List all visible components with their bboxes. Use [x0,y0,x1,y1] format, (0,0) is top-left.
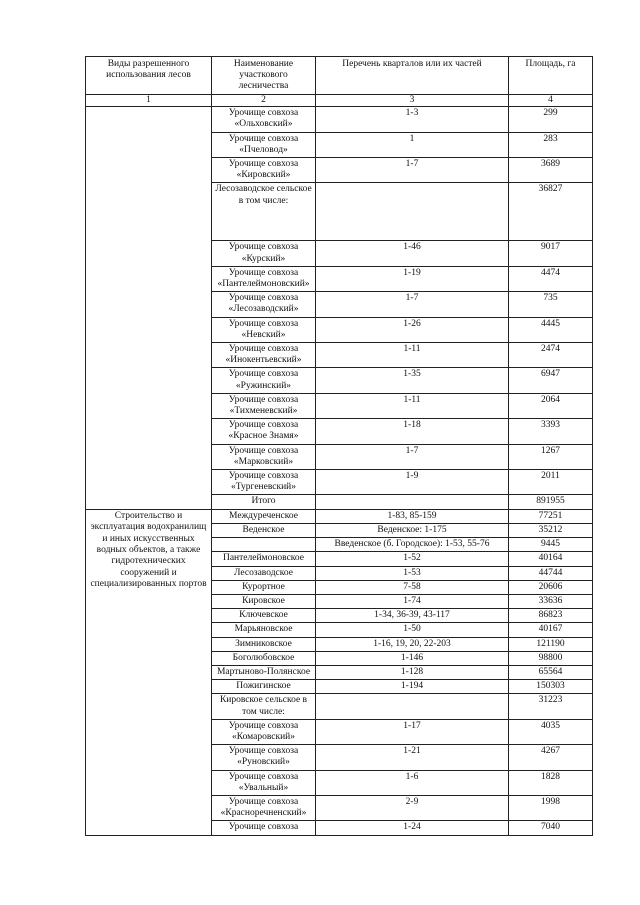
area-value: 1998 [509,795,593,820]
area-value: 3393 [509,419,593,444]
forestry-name: Урочище совхоза «Кировский» [212,158,316,183]
forestry-name: Лесозаводское [212,566,316,580]
forestry-name: Урочище совхоза «Увальный» [212,770,316,795]
quarters-list: 1-3 [316,107,509,132]
area-value: 31223 [509,694,593,719]
col-number-4: 4 [509,95,593,107]
header-quarters: Перечень кварталов или их частей [316,57,509,95]
col-number-3: 3 [316,95,509,107]
quarters-list: 1 [316,132,509,157]
forest-use-table [85,56,593,836]
quarters-list: 1-74 [316,594,509,608]
area-value: 7040 [509,821,593,835]
table-row [86,509,593,523]
quarters-list: 1-7 [316,292,509,317]
forestry-name: Кировское сельское в том числе: [212,694,316,719]
area-value: 20606 [509,580,593,594]
forestry-name: Пожигинское [212,680,316,694]
area-value: 2064 [509,393,593,418]
forestry-name: Мартыново-Полянское [212,665,316,679]
area-value: 150303 [509,680,593,694]
forestry-name: Зимниковское [212,637,316,651]
forestry-name: Урочище совхоза «Лесозаводский» [212,292,316,317]
forestry-name: Урочище совхоза «Инокентьевский» [212,343,316,368]
forestry-name: Урочище совхоза «Пантелеймоновский» [212,266,316,291]
forestry-name: Веденское [212,523,316,537]
quarters-list: 1-24 [316,821,509,835]
forestry-name: Урочище совхоза «Марковский» [212,444,316,469]
area-value: 2474 [509,343,593,368]
quarters-list: 1-35 [316,368,509,393]
quarters-list: 1-26 [316,317,509,342]
quarters-list: 1-53 [316,566,509,580]
forestry-name: Боголюбовское [212,651,316,665]
area-value: 1267 [509,444,593,469]
forestry-name [212,538,316,552]
header-row [86,57,593,95]
table-row [86,107,593,132]
forestry-name: Марьяновское [212,623,316,637]
area-value: 4445 [509,317,593,342]
total-quarters [316,495,509,509]
header-use-type: Виды разрешенного использования лесов [86,57,212,95]
area-value: 6947 [509,368,593,393]
forestry-name: Лесозаводское сельское в том числе: [212,183,316,241]
quarters-list: 1-6 [316,770,509,795]
forestry-name: Ключевское [212,609,316,623]
area-value: 2011 [509,470,593,495]
quarters-list: 1-50 [316,623,509,637]
quarters-list: 1-21 [316,745,509,770]
column-number-row [86,95,593,107]
area-value: 9017 [509,241,593,266]
quarters-list [316,183,509,241]
quarters-list: 1-16, 19, 20, 22-203 [316,637,509,651]
forestry-name: Урочище совхоза «Тихменевский» [212,393,316,418]
area-value: 40164 [509,552,593,566]
col-number-1: 1 [86,95,212,107]
area-value: 4474 [509,266,593,291]
quarters-list: 1-46 [316,241,509,266]
area-value: 40167 [509,623,593,637]
quarters-list: 7-58 [316,580,509,594]
use-type-cell: Строительство и эксплуатация водохранилищ и иных искусственных водных объектов, а также гидротехнических сооружений и специализированных портов [86,509,212,835]
area-value: 121190 [509,637,593,651]
area-value: 299 [509,107,593,132]
quarters-list: 1-7 [316,158,509,183]
header-area: Площадь, га [509,57,593,95]
forestry-name: Урочище совхоза «Пчеловод» [212,132,316,157]
area-value: 44744 [509,566,593,580]
quarters-list: 1-52 [316,552,509,566]
forestry-name: Урочище совхоза «Красное Знамя» [212,419,316,444]
col-number-2: 2 [212,95,316,107]
quarters-list: 1-11 [316,343,509,368]
forestry-name: Урочище совхоза «Курский» [212,241,316,266]
area-value: 735 [509,292,593,317]
quarters-list: 1-146 [316,651,509,665]
area-value: 283 [509,132,593,157]
area-value: 4267 [509,745,593,770]
area-value: 1828 [509,770,593,795]
forestry-name: Кировское [212,594,316,608]
quarters-list: Введенское (б. Городское): 1-53, 55-76 [316,538,509,552]
forestry-name: Урочище совхоза [212,821,316,835]
forestry-name: Курортное [212,580,316,594]
area-value: 86823 [509,609,593,623]
area-value: 77251 [509,509,593,523]
area-value: 98800 [509,651,593,665]
forestry-name: Урочище совхоза «Руновский» [212,745,316,770]
quarters-list: Веденское: 1-175 [316,523,509,537]
area-value: 35212 [509,523,593,537]
area-value: 3689 [509,158,593,183]
area-value: 36827 [509,183,593,241]
forestry-name: Пантелеймоновское [212,552,316,566]
table-body [86,107,593,835]
forestry-name: Урочище совхоза «Ольховский» [212,107,316,132]
area-value: 4035 [509,719,593,744]
quarters-list: 1-128 [316,665,509,679]
quarters-list: 1-9 [316,470,509,495]
forestry-name: Урочище совхоза «Невский» [212,317,316,342]
quarters-list: 1-83, 85-159 [316,509,509,523]
header-forestry-name: Наименование участкового лесничества [212,57,316,95]
forestry-name: Урочище совхоза «Тургеневский» [212,470,316,495]
quarters-list: 2-9 [316,795,509,820]
quarters-list [316,694,509,719]
area-value: 9445 [509,538,593,552]
quarters-list: 1-18 [316,419,509,444]
area-value: 33636 [509,594,593,608]
forestry-name: Урочище совхоза «Комаровский» [212,719,316,744]
total-area: 891955 [509,495,593,509]
quarters-list: 1-17 [316,719,509,744]
quarters-list: 1-11 [316,393,509,418]
area-value: 65564 [509,665,593,679]
forestry-name: Междуреченское [212,509,316,523]
quarters-list: 1-34, 36-39, 43-117 [316,609,509,623]
quarters-list: 1-7 [316,444,509,469]
forestry-name: Урочище совхоза «Красноречненский» [212,795,316,820]
quarters-list: 1-19 [316,266,509,291]
quarters-list: 1-194 [316,680,509,694]
forestry-name: Урочище совхоза «Ружинский» [212,368,316,393]
total-label: Итого [212,495,316,509]
use-type-cell-continued [86,107,212,509]
